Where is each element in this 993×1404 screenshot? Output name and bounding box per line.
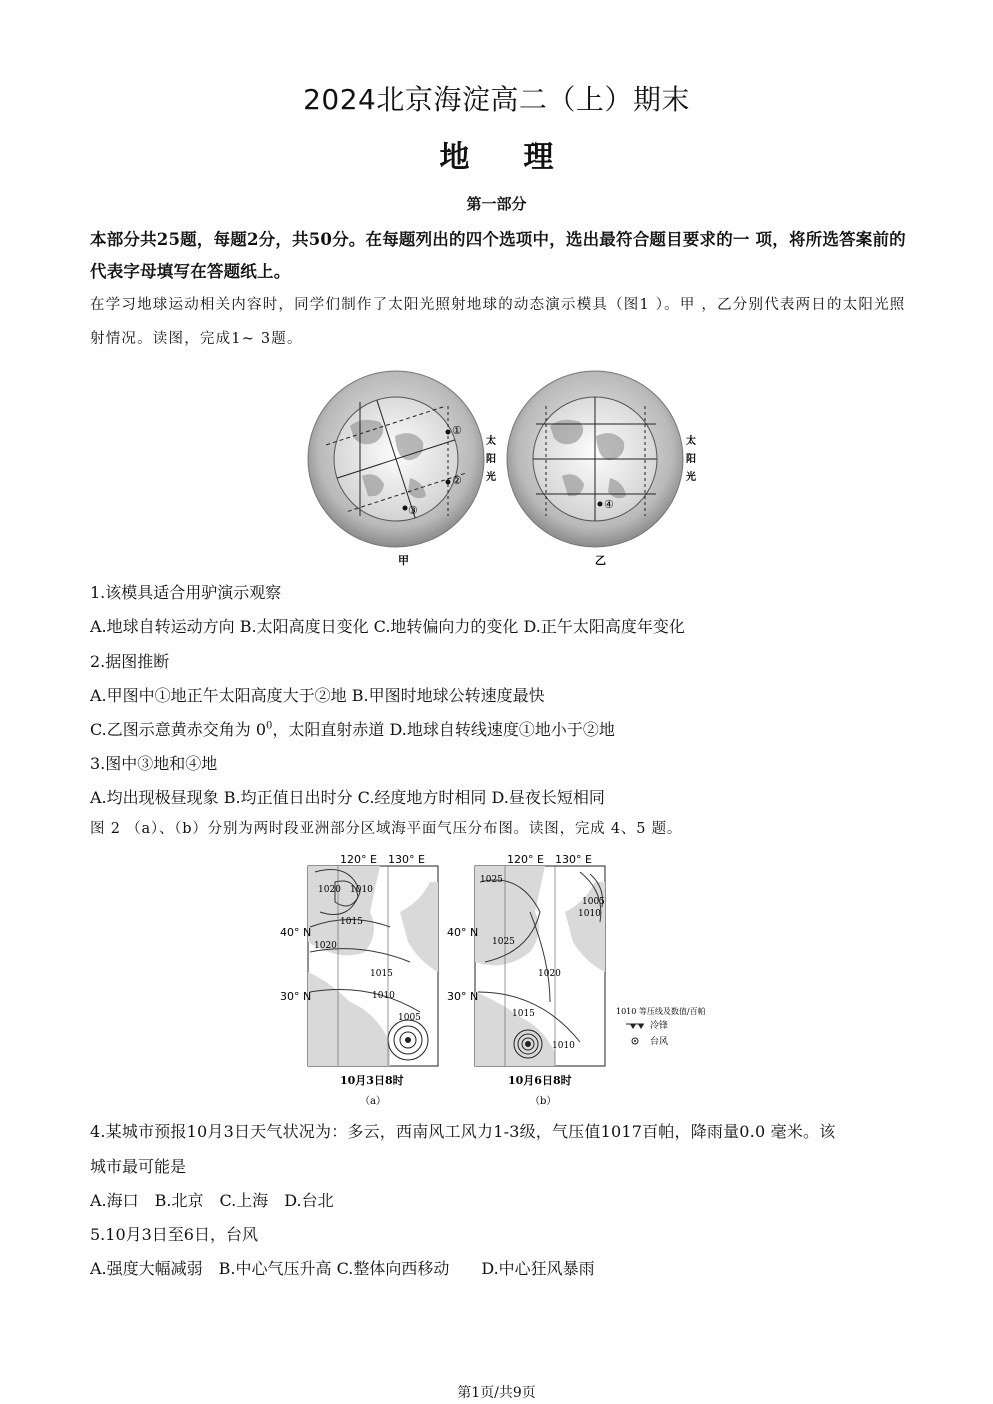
sun-label-left-3: 光 <box>486 472 496 483</box>
map-b-label: （b） <box>530 1096 557 1107</box>
map-b-isobar-2: 1005 <box>582 897 605 907</box>
map-b-isobar-1: 1025 <box>480 875 503 885</box>
map-a-lon-120: 120° E <box>340 853 377 866</box>
map-a-lon-130: 130° E <box>388 853 425 866</box>
map-b-isobar-3: 1010 <box>578 909 601 919</box>
question-4-line1: 4.某城市预报10月3日天气状况为：多云，西南风工风力1-3级，气压值1017百帕，降雨量0.0 毫米。该 <box>90 1122 836 1141</box>
caption-yi: 乙 <box>595 554 606 567</box>
question-2-options-1: A.甲图中①地正午太阳高度大于②地 B.甲图时地球公转速度最快 <box>90 686 545 705</box>
sun-label-right-3: 光 <box>686 472 696 483</box>
map-a-label: （a） <box>360 1096 386 1107</box>
question-2-options-2b: ，太阳直射赤道 D.地球自转线速度①地小于②地 <box>272 720 615 739</box>
legend-isobar: 1010 等压线及数值/百帕 <box>616 1007 706 1016</box>
map-a-isobar-4: 1020 <box>314 941 337 951</box>
question-5-stem: 5.10月3日至6日，台风 <box>90 1225 258 1244</box>
sun-label-left-2: 阳 <box>486 454 496 465</box>
figure-1-globes <box>300 366 700 572</box>
map-a-lat-40: 40° N <box>280 926 312 939</box>
map-a-isobar-2: 1010 <box>350 885 373 895</box>
map-a-isobar-5: 1015 <box>370 969 393 979</box>
question-2-options-2a: C.乙图示意黄赤交角为 0 <box>90 720 267 739</box>
marker-3: ③ <box>408 504 418 517</box>
marker-2: ② <box>452 474 462 487</box>
figure-2-pressure-maps <box>280 852 740 1108</box>
map-b-date: 10月6日8时 <box>508 1074 572 1087</box>
map-b-lon-130: 130° E <box>555 853 592 866</box>
sun-label-left-1: 太 <box>486 436 496 447</box>
map-b-lat-40: 40° N <box>447 926 479 939</box>
instructions: 本部分共25题，每题2分，共50分。在每题列出的四个选项中，选出最符合题目要求的一 项，将所选答案前的代表字母填写在答题纸上。 <box>90 230 906 281</box>
globe-yi <box>507 371 683 547</box>
marker-4: ④ <box>604 498 614 511</box>
map-a-lat-30: 30° N <box>280 990 312 1003</box>
caption-jia: 甲 <box>398 554 409 567</box>
intro-paragraph-1: 在学习地球运动相关内容时，同学们制作了太阳光照射地球的动态演示模具（图1 ）。甲 ，乙分别代表两日的太阳光照射情况。读图，完成1~ 3题。 <box>90 297 906 347</box>
question-4-options: A.海口 B.北京 C.上海 D.台北 <box>90 1191 334 1210</box>
map-b-lon-120: 120° E <box>507 853 544 866</box>
map-a-isobar-1: 1020 <box>318 885 341 895</box>
question-3-stem: 3.图中③地和④地 <box>90 754 218 773</box>
question-3-options: A.均出现极昼现象 B.均正值日出时分 C.经度地方时相同 D.昼夜长短相同 <box>90 788 605 807</box>
sun-label-right-2: 阳 <box>686 454 696 465</box>
map-a <box>280 853 438 1107</box>
legend-front: 冷锋 <box>650 1021 669 1031</box>
map-b-isobar-6: 1015 <box>512 1009 535 1019</box>
question-4-line2: 城市最可能是 <box>90 1157 187 1176</box>
question-1-options: A.地球自转运动方向 B.太阳高度日变化 C.地转偏向力的变化 D.正午太阳高度年变化 <box>90 617 685 636</box>
question-2-stem: 2.据图推断 <box>90 652 170 671</box>
map-b <box>447 853 605 1107</box>
map-legend <box>616 1006 706 1047</box>
degree-sup: 0 <box>266 720 273 732</box>
map-b-isobar-7: 1010 <box>552 1041 575 1051</box>
section-heading: 第一部分 <box>466 195 527 213</box>
page-title: 2024北京海淀高二（上）期末 <box>303 83 690 116</box>
map-b-isobar-5: 1020 <box>538 969 561 979</box>
sun-label-right-1: 太 <box>686 436 696 447</box>
question-1-stem: 1.该模具适合用驴演示观察 <box>90 583 282 602</box>
map-a-isobar-6: 1010 <box>372 991 395 1001</box>
map-b-lat-30: 30° N <box>447 990 479 1003</box>
globe-jia <box>308 371 484 547</box>
page-footer: 第1页/共9页 <box>457 1385 536 1401</box>
legend-typhoon: 台风 <box>650 1037 669 1047</box>
map-a-isobar-7: 1005 <box>398 1013 421 1023</box>
subject-title: 地理 <box>439 140 608 175</box>
question-2-options-2 <box>90 717 615 740</box>
map-a-isobar-3: 1015 <box>340 917 363 927</box>
map-a-date: 10月3日8时 <box>340 1074 404 1087</box>
question-5-options: A.强度大幅减弱 B.中心气压升高 C.整体向西移动 D.中心狂风暴雨 <box>90 1259 595 1278</box>
marker-1: ① <box>452 424 462 437</box>
intro-paragraph-2: 图 2 （a）、（b）分别为两时段亚洲部分区域海平面气压分布图。读图，完成 4、5 题。 <box>90 821 683 837</box>
map-b-isobar-4: 1025 <box>492 937 515 947</box>
